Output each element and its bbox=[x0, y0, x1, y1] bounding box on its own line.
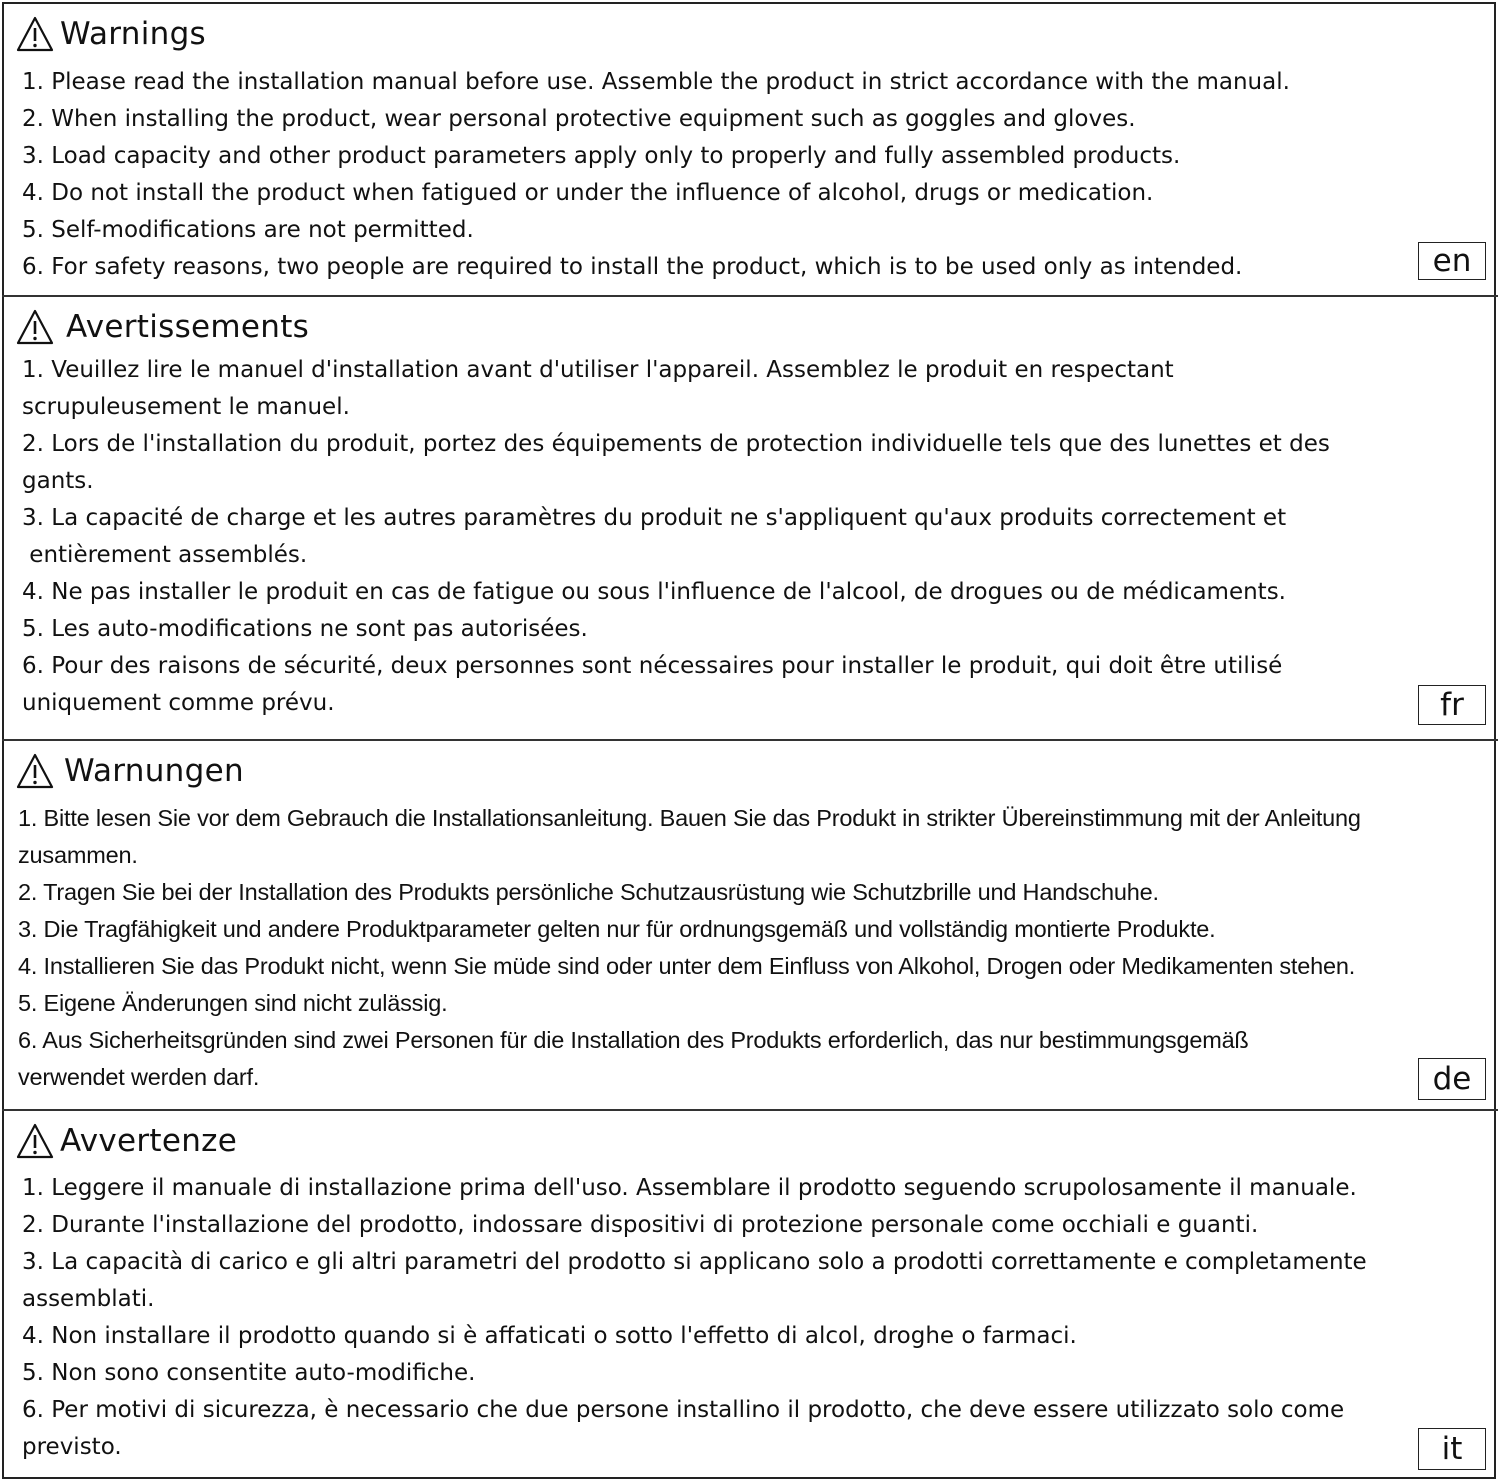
list-item: zusammen. bbox=[18, 842, 138, 868]
list-item: 2. Tragen Sie bei der Installation des Produkts persönliche Schutzausrüstung wie Schutzbrille und Handschuhe. bbox=[18, 879, 1159, 905]
warnings-section-fr bbox=[2, 297, 1498, 739]
list-item: 1. Please read the installation manual before use. Assemble the product in strict accordance with the manual. bbox=[22, 69, 1290, 95]
section-title-text: Warnings bbox=[60, 16, 207, 52]
language-badge: de bbox=[1418, 1058, 1486, 1100]
warning-triangle-icon bbox=[16, 753, 54, 789]
warning-triangle-icon bbox=[16, 309, 54, 345]
list-item: entièrement assemblés. bbox=[22, 542, 308, 568]
section-title-text: Avertissements bbox=[66, 309, 310, 345]
warnings-section-en bbox=[2, 4, 1498, 296]
list-item: 3. La capacité de charge et les autres paramètres du produit ne s'appliquent qu'aux produits correctement et bbox=[22, 505, 1287, 531]
list-item: 3. Load capacity and other product parameters apply only to properly and fully assembled products. bbox=[22, 143, 1181, 169]
warning-triangle-icon bbox=[16, 16, 54, 52]
list-item: 2. Durante l'installazione del prodotto, indossare dispositivi di protezione personale come occhiali e guanti. bbox=[22, 1212, 1259, 1238]
list-item: 6. For safety reasons, two people are required to install the product, which is to be used only as intended. bbox=[22, 254, 1243, 280]
list-item: 4. Do not install the product when fatigued or under the influence of alcohol, drugs or medication. bbox=[22, 180, 1154, 206]
list-item: previsto. bbox=[22, 1434, 122, 1460]
list-item: gants. bbox=[22, 468, 94, 494]
section-title bbox=[16, 16, 206, 52]
list-item: 2. When installing the product, wear personal protective equipment such as goggles and gloves. bbox=[22, 106, 1136, 132]
list-item: 5. Self-modifications are not permitted. bbox=[22, 217, 474, 243]
warnings-section-it bbox=[2, 1111, 1498, 1477]
list-item: 1. Leggere il manuale di installazione prima dell'uso. Assemblare il prodotto seguendo scrupolosamente il manuale. bbox=[22, 1175, 1357, 1201]
list-item: 4. Installieren Sie das Produkt nicht, wenn Sie müde sind oder unter dem Einfluss von Alkohol, Drogen oder Medikamenten stehen. bbox=[18, 953, 1356, 979]
warning-triangle-icon bbox=[16, 1123, 54, 1159]
section-title bbox=[16, 309, 309, 345]
list-item: 4. Non installare il prodotto quando si è affaticati o sotto l'effetto di alcol, droghe o farmaci. bbox=[22, 1323, 1077, 1349]
list-item: 3. La capacità di carico e gli altri parametri del prodotto si applicano solo a prodotti correttamente e completamente bbox=[22, 1249, 1367, 1275]
list-item: 6. Pour des raisons de sécurité, deux personnes sont nécessaires pour installer le produit, qui doit être utilisé bbox=[22, 653, 1283, 679]
section-title-text: Warnungen bbox=[64, 753, 244, 789]
list-item: assemblati. bbox=[22, 1286, 155, 1312]
list-item: 4. Ne pas installer le produit en cas de fatigue ou sous l'influence de l'alcool, de drogues ou de médicaments. bbox=[22, 579, 1286, 605]
list-item: 1. Bitte lesen Sie vor dem Gebrauch die Installationsanleitung. Bauen Sie das Produkt in strikter Übereinstimmung mit der Anleitung bbox=[18, 805, 1361, 831]
section-title-text: Avvertenze bbox=[60, 1123, 238, 1159]
list-item: 5. Non sono consentite auto-modifiche. bbox=[22, 1360, 476, 1386]
list-item: 5. Eigene Änderungen sind nicht zulässig. bbox=[18, 990, 448, 1016]
warnings-section-de bbox=[2, 741, 1498, 1109]
language-badge: en bbox=[1418, 242, 1486, 280]
list-item: 6. Aus Sicherheitsgründen sind zwei Personen für die Installation des Produkts erforderlich, das nur bestimmungsgemäß bbox=[18, 1027, 1249, 1053]
list-item: uniquement comme prévu. bbox=[22, 690, 335, 716]
list-item: scrupuleusement le manuel. bbox=[22, 394, 350, 420]
list-item: 6. Per motivi di sicurezza, è necessario che due persone installino il prodotto, che deve essere utilizzato solo come bbox=[22, 1397, 1345, 1423]
list-item: verwendet werden darf. bbox=[18, 1064, 260, 1090]
list-item: 3. Die Tragfähigkeit und andere Produktparameter gelten nur für ordnungsgemäß und vollständig montierte Produkte. bbox=[18, 916, 1216, 942]
list-item: 5. Les auto-modifications ne sont pas autorisées. bbox=[22, 616, 588, 642]
language-badge: fr bbox=[1418, 685, 1486, 725]
section-title bbox=[16, 753, 244, 789]
language-badge: it bbox=[1418, 1428, 1486, 1470]
section-title bbox=[16, 1123, 237, 1159]
list-item: 2. Lors de l'installation du produit, portez des équipements de protection individuelle tels que des lunettes et des bbox=[22, 431, 1330, 457]
list-item: 1. Veuillez lire le manuel d'installation avant d'utiliser l'appareil. Assemblez le produit en respectant bbox=[22, 357, 1174, 383]
